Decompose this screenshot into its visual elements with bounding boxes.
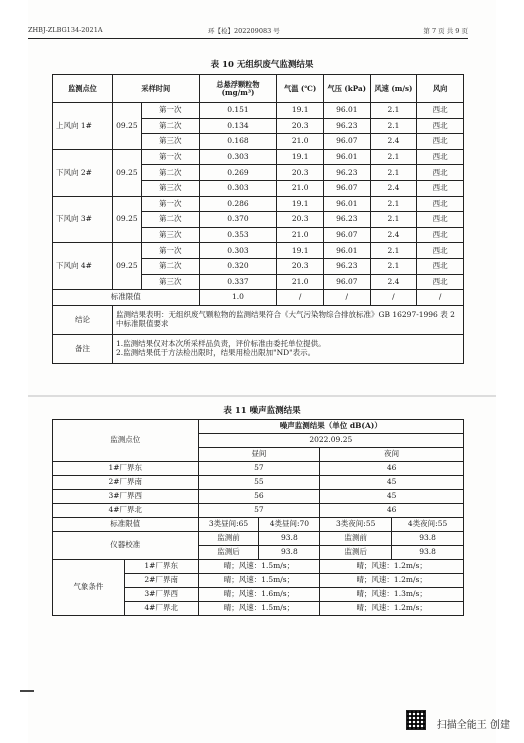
noise-point-header: 监测点位 [53, 420, 199, 462]
wind-direction-value: 西北 [417, 134, 464, 150]
remarks-text [112, 334, 463, 363]
noise-point: 1#厂界东 [53, 462, 199, 476]
table10-row [53, 103, 464, 119]
calib-day-after-label: 监测后 [198, 546, 259, 560]
weather-point: 1#厂界东 [124, 560, 198, 574]
temperature-value: 19.1 [277, 103, 324, 119]
sampling-round: 第二次 [141, 118, 199, 134]
weather-row [53, 560, 464, 574]
tsp-value: 0.286 [199, 196, 277, 212]
tsp-value: 0.337 [199, 274, 277, 290]
monitoring-point: 下风向 4# [53, 243, 113, 290]
calib-night-after-label: 监测后 [320, 546, 392, 560]
tsp-value: 0.303 [199, 243, 277, 259]
wind-speed-value: 2.1 [370, 165, 417, 181]
wind-direction-value: 西北 [417, 165, 464, 181]
col-temp: 气温 (℃) [277, 75, 324, 103]
limit-pressure: / [323, 290, 370, 306]
wind-speed-value: 2.1 [370, 118, 417, 134]
col-tsp: 总悬浮颗粒物 (mg/m³) [199, 75, 277, 103]
sampling-round: 第三次 [141, 180, 199, 196]
wind-speed-value: 2.4 [370, 180, 417, 196]
wind-direction-value: 西北 [417, 212, 464, 228]
wind-speed-value: 2.1 [370, 196, 417, 212]
noise-title-row [53, 420, 464, 434]
noise-limit-label: 标准限值 [53, 518, 199, 532]
weather-day: 晴；风速：1.5m/s； [198, 602, 320, 616]
table10-row [53, 196, 464, 212]
noise-row [53, 476, 464, 490]
noise-day-value: 57 [198, 504, 320, 518]
scan-mark [20, 690, 34, 692]
pressure-value: 96.23 [323, 118, 370, 134]
pressure-value: 96.23 [323, 212, 370, 228]
weather-point: 4#厂界北 [124, 602, 198, 616]
pressure-value: 96.23 [323, 258, 370, 274]
wind-speed-value: 2.1 [370, 212, 417, 228]
sampling-round: 第一次 [141, 149, 199, 165]
col-pressure: 气压 (kPa) [323, 75, 370, 103]
sampling-round: 第二次 [141, 258, 199, 274]
wind-speed-value: 2.4 [370, 274, 417, 290]
wind-direction-value: 西北 [417, 274, 464, 290]
temperature-value: 20.3 [277, 165, 324, 181]
limit-tsp: 1.0 [199, 290, 277, 306]
noise-row [53, 504, 464, 518]
calib-before-row [53, 532, 464, 546]
scanner-watermark: 扫描全能王 创建 [436, 720, 510, 731]
tsp-value: 0.303 [199, 180, 277, 196]
table10-waste-gas [52, 74, 464, 364]
tsp-value: 0.303 [199, 149, 277, 165]
calib-night-after: 93.8 [392, 546, 464, 560]
header-rule [28, 38, 468, 39]
noise-night-header: 夜间 [320, 448, 464, 462]
limit-label: 标准限值 [53, 290, 200, 306]
table10-remarks-row [53, 334, 464, 363]
wind-speed-value: 2.4 [370, 134, 417, 150]
monitoring-point: 下风向 2# [53, 149, 113, 196]
calib-night-before-label: 监测前 [320, 532, 392, 546]
sampling-round: 第三次 [141, 274, 199, 290]
temperature-value: 21.0 [277, 227, 324, 243]
pressure-value: 96.07 [323, 180, 370, 196]
noise-point: 4#厂界北 [53, 504, 199, 518]
remark-line-2: 2.监测结果低于方法检出限时，结果用检出限加"ND"表示。 [115, 347, 316, 357]
limit-wind-speed: / [370, 290, 417, 306]
wind-direction-value: 西北 [417, 258, 464, 274]
noise-row [53, 462, 464, 476]
limit-day4: 4类昼间:70 [259, 518, 320, 532]
tsp-value: 0.320 [199, 258, 277, 274]
sampling-round: 第一次 [141, 243, 199, 259]
wind-speed-value: 2.4 [370, 227, 417, 243]
pressure-value: 96.01 [323, 243, 370, 259]
calib-night-before: 93.8 [392, 532, 464, 546]
scan-shadow [28, 395, 496, 397]
table10-header-row [53, 75, 464, 103]
weather-day: 晴；风速：1.5m/s； [198, 560, 320, 574]
pressure-value: 96.01 [323, 196, 370, 212]
tsp-value: 0.269 [199, 165, 277, 181]
weather-day: 晴；风速：1.6m/s； [198, 588, 320, 602]
pressure-value: 96.07 [323, 227, 370, 243]
limit-temp: / [277, 290, 324, 306]
wind-direction-value: 西北 [417, 103, 464, 119]
col-time: 采样时间 [112, 75, 199, 103]
noise-day-header: 昼间 [198, 448, 320, 462]
weather-night: 晴；风速：1.2m/s； [320, 560, 464, 574]
limit-day3: 3类昼间:65 [198, 518, 259, 532]
tsp-value: 0.151 [199, 103, 277, 119]
weather-point: 2#厂界南 [124, 574, 198, 588]
weather-night: 晴；风速：1.2m/s； [320, 602, 464, 616]
monitoring-point: 下风向 3# [53, 196, 113, 243]
tsp-value: 0.370 [199, 212, 277, 228]
table10-limit-row [53, 290, 464, 306]
weather-night: 晴；风速：1.2m/s； [320, 574, 464, 588]
temperature-value: 21.0 [277, 274, 324, 290]
sampling-date: 09.25 [112, 149, 141, 196]
temperature-value: 19.1 [277, 243, 324, 259]
wind-direction-value: 西北 [417, 118, 464, 134]
wind-speed-value: 2.1 [370, 103, 417, 119]
temperature-value: 20.3 [277, 118, 324, 134]
temperature-value: 21.0 [277, 180, 324, 196]
noise-night-value: 45 [320, 490, 464, 504]
weather-point: 3#厂界西 [124, 588, 198, 602]
limit-night3: 3类夜间:55 [320, 518, 392, 532]
noise-day-value: 56 [198, 490, 320, 504]
remark-line-1: 1.监测结果仅对本次所采样品负责，评价标准由委托单位提供。 [115, 339, 326, 349]
noise-result-header: 噪声监测结果（单位 dB(A)） [198, 420, 463, 434]
wind-speed-value: 2.1 [370, 243, 417, 259]
noise-night-value: 45 [320, 476, 464, 490]
noise-point: 3#厂界西 [53, 490, 199, 504]
noise-date: 2022.09.25 [198, 434, 463, 448]
noise-night-value: 46 [320, 504, 464, 518]
table10-row [53, 243, 464, 259]
table11-title: 表 11 噪声监测结果 [223, 406, 301, 416]
wind-speed-value: 2.1 [370, 149, 417, 165]
sampling-round: 第三次 [141, 134, 199, 150]
pressure-value: 96.23 [323, 165, 370, 181]
noise-row [53, 490, 464, 504]
report-number: 环【检】202209083 号 [208, 27, 280, 35]
pressure-value: 96.01 [323, 149, 370, 165]
weather-night: 晴；风速：1.3m/s； [320, 588, 464, 602]
temperature-value: 20.3 [277, 258, 324, 274]
weather-label: 气象条件 [53, 560, 125, 616]
page-info: 第 7 页 共 9 页 [423, 27, 468, 35]
noise-limit-row [53, 518, 464, 532]
calib-day-before-label: 监测前 [198, 532, 259, 546]
table10-row [53, 149, 464, 165]
table11-noise [52, 419, 464, 616]
sampling-round: 第二次 [141, 165, 199, 181]
noise-day-value: 55 [198, 476, 320, 490]
pressure-value: 96.07 [323, 134, 370, 150]
table10-title: 表 10 无组织废气监测结果 [210, 60, 314, 70]
temperature-value: 20.3 [277, 212, 324, 228]
sampling-round: 第一次 [141, 196, 199, 212]
pressure-value: 96.07 [323, 274, 370, 290]
tsp-value: 0.134 [199, 118, 277, 134]
monitoring-point: 上风向 1# [53, 103, 113, 150]
sampling-round: 第一次 [141, 103, 199, 119]
doc-code: ZHBJ-ZLBG134-2021A [28, 26, 103, 34]
wind-direction-value: 西北 [417, 180, 464, 196]
sampling-round: 第二次 [141, 212, 199, 228]
col-point: 监测点位 [53, 75, 113, 103]
wind-direction-value: 西北 [417, 243, 464, 259]
limit-wind-dir: / [417, 290, 464, 306]
wind-direction-value: 西北 [417, 149, 464, 165]
temperature-value: 19.1 [277, 196, 324, 212]
noise-point: 2#厂界南 [53, 476, 199, 490]
pressure-value: 96.01 [323, 103, 370, 119]
weather-day: 晴；风速：1.5m/s； [198, 574, 320, 588]
calib-day-before: 93.8 [259, 532, 320, 546]
temperature-value: 21.0 [277, 134, 324, 150]
tsp-value: 0.353 [199, 227, 277, 243]
remarks-label: 备注 [53, 334, 113, 363]
temperature-value: 19.1 [277, 149, 324, 165]
calib-day-after: 93.8 [259, 546, 320, 560]
sampling-date: 09.25 [112, 103, 141, 150]
noise-day-value: 57 [198, 462, 320, 476]
limit-night4: 4类夜间:55 [392, 518, 464, 532]
wind-direction-value: 西北 [417, 227, 464, 243]
table10-conclusion-row [53, 305, 464, 334]
sampling-date: 09.25 [112, 243, 141, 290]
wind-direction-value: 西北 [417, 196, 464, 212]
col-wind-speed: 风速 (m/s) [370, 75, 417, 103]
col-wind-dir: 风向 [417, 75, 464, 103]
wind-speed-value: 2.1 [370, 258, 417, 274]
sampling-round: 第三次 [141, 227, 199, 243]
calib-label: 仪器校准 [53, 532, 199, 560]
sampling-date: 09.25 [112, 196, 141, 243]
tsp-value: 0.168 [199, 134, 277, 150]
conclusion-label: 结论 [53, 305, 113, 334]
noise-night-value: 46 [320, 462, 464, 476]
conclusion-text: 监测结果表明：无组织废气颗粒物的监测结果符合《大气污染物综合排放标准》GB 16297-1996 表 2 中标准限值要求 [112, 305, 463, 334]
qr-code-icon [406, 710, 426, 730]
